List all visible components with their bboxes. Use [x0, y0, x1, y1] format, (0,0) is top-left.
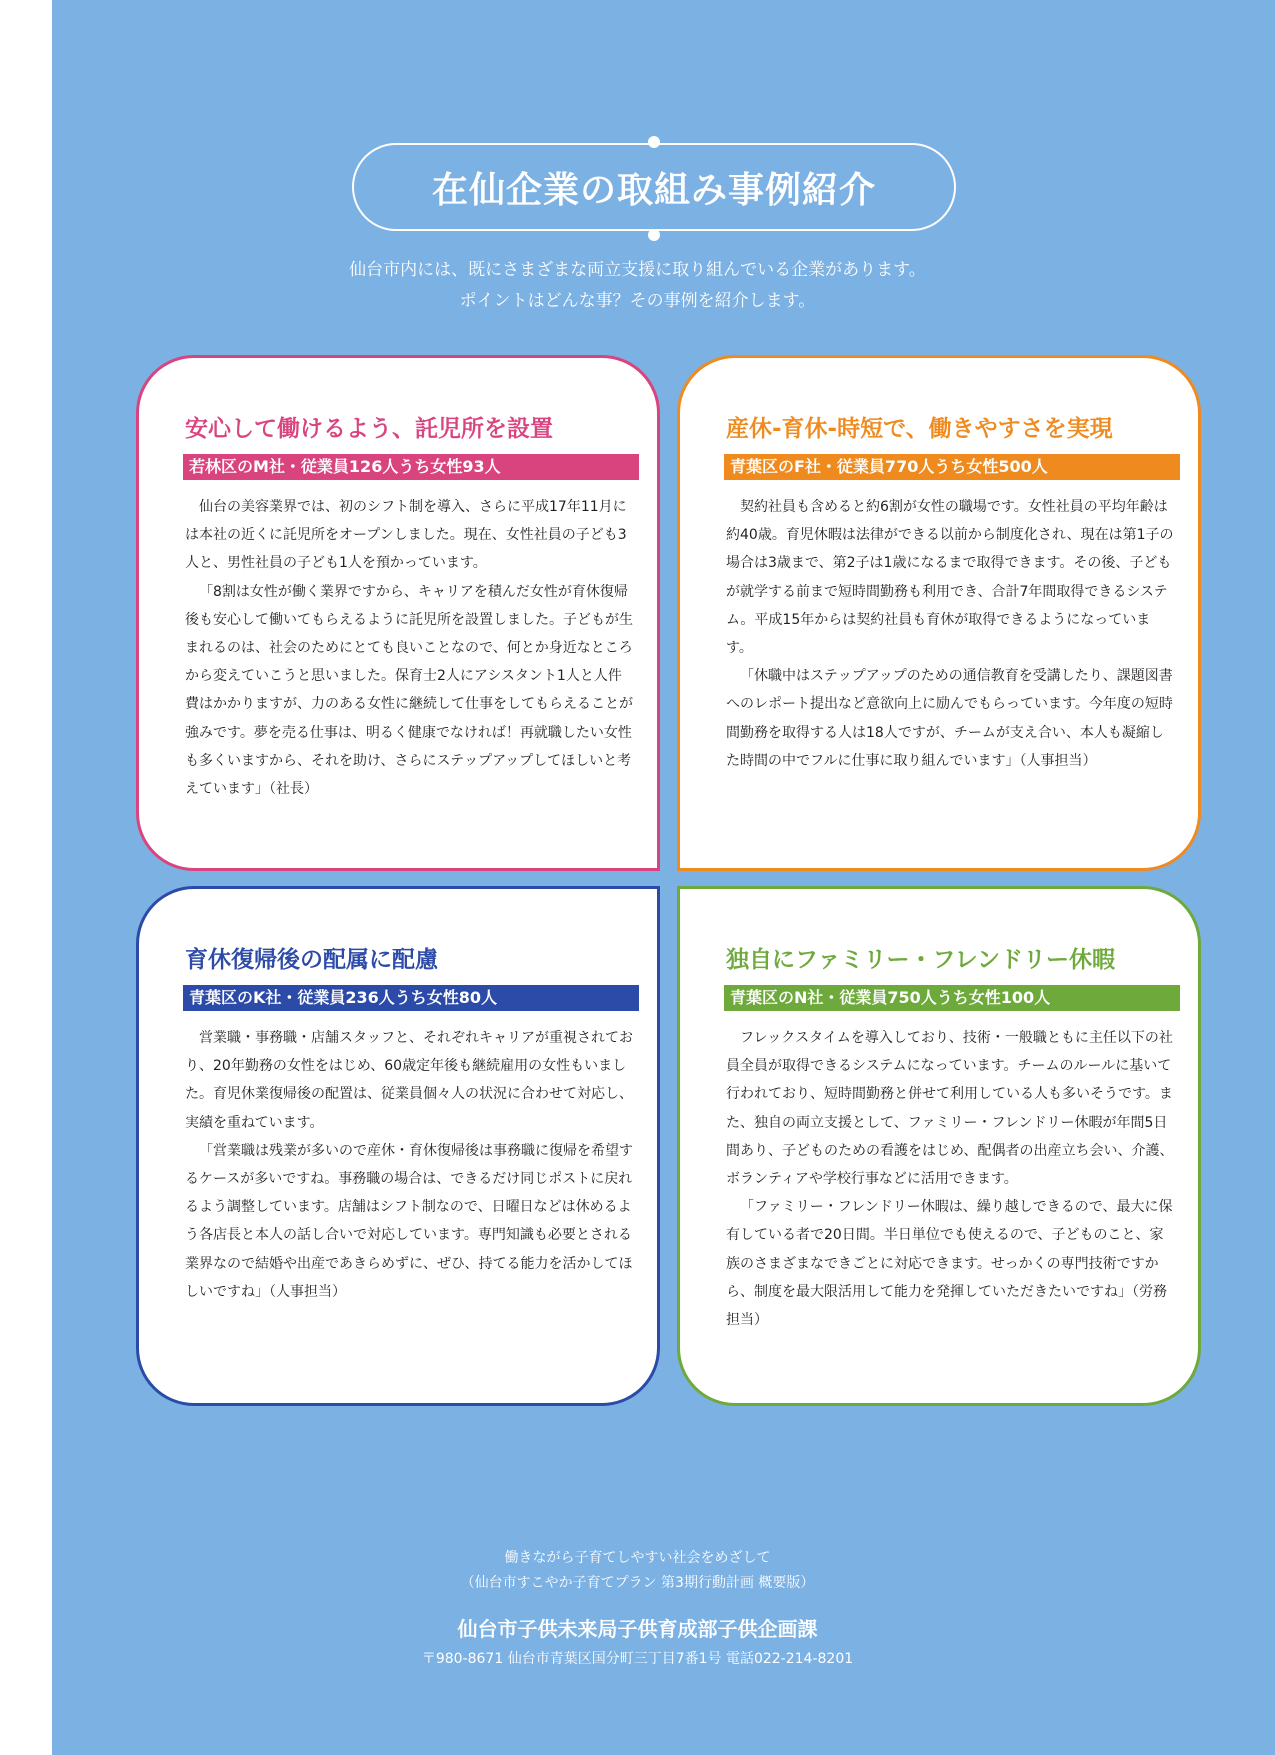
case-card-paragraph: 「8割は女性が働く業界ですから、キャリアを積んだ女性が育休復帰後も安心して働いてもらえるように託児所を設置しました。子どもが生まれるのは、社会のためにとても良いことなので、何とか身近なところから変えていこうと思いました。保育士2人にアシスタント1人と人件費はかかりますが、力のある女性に継続して仕事をしてもらえることが強みです。夢を売る仕事は、明るく健康でなければ！再就職したい女性も多くいますから、それを助け、さらにステップアップしてほしいと考えています」（社長） — [185, 583, 633, 798]
case-card-body — [726, 1024, 1176, 1334]
page-title-frame — [352, 143, 956, 231]
case-card-paragraph: 「営業職は残業が多いので産休・育休復帰後は事務職に復帰を希望するケースが多いですね。事務職の場合は、できるだけ同じポストに戻れるよう調整しています。店舗はシフト制なので、日曜日などは休めるよう各店長と本人の話し合いで対応しています。専門知識も必要とされる業界なので結婚や出産であきらめずに、ぜひ、持てる能力を活かしてほしいですね」（人事担当） — [185, 1142, 633, 1300]
case-card-body — [726, 493, 1176, 775]
case-card-paragraph: 「休職中はステップアップのための通信教育を受講したり、課題図書へのレポート提出など意欲向上に励んでもらっています。今年度の短時間勤務を取得する人は18人ですが、チームが支え合い、本人も凝縮した時間の中でフルに仕事に取り組んでいます」（人事担当） — [726, 668, 1173, 769]
footer-address: 〒980-8671 仙台市青葉区国分町三丁目7番1号 電話022-214-8201 — [421, 1651, 854, 1667]
case-card-paragraph: 仙台の美容業界では、初のシフト制を導入、さらに平成17年11月には本社の近くに託児所をオープンしました。現在、女性社員の子ども3人と、男性社員の子ども1人を預かっています。 — [185, 499, 627, 572]
case-card-childcare-leave — [677, 355, 1201, 871]
case-card-paragraph: 「ファミリー・フレンドリー休暇は、繰り越しできるので、最大に保有している者で20日間。半日単位でも使えるので、子どものこと、家族のさまざまなできごとに対応できます。せっかくの専門技術ですから、制度を最大限活用して能力を発揮していただきたいですね」（労務担当） — [726, 1199, 1173, 1329]
case-card-family-friendly-leave — [677, 886, 1201, 1406]
case-card-company: 青葉区のF社・従業員770人うち女性500人 — [724, 454, 1180, 480]
intro-text — [0, 255, 1275, 317]
case-card-nursery — [136, 355, 660, 871]
case-card-company: 青葉区のK社・従業員236人うち女性80人 — [183, 985, 639, 1011]
footer-slogan: 働きながら子育てしやすい社会をめざして — [504, 1550, 771, 1566]
page-title: 在仙企業の取組み事例紹介 — [431, 169, 876, 211]
case-card-body — [185, 1024, 635, 1306]
case-card-company: 青葉区のN社・従業員750人うち女性100人 — [724, 985, 1180, 1011]
case-card-title: 独自にファミリー・フレンドリー休暇 — [726, 947, 1116, 973]
case-card-paragraph: 契約社員も含めると約6割が女性の職場です。女性社員の平均年齢は約40歳。育児休暇は法律ができる以前から制度化され、現在は第1子の場合は3歳まで、第2子は1歳になるまで取得できます。その後、子どもが就学する前まで短時間勤務も利用でき、合計7年間取得できるシステム。平成15年からは契約社員も育休が取得できるようになっています。 — [726, 499, 1174, 657]
case-card-body — [185, 493, 635, 803]
case-card-title: 産休-育休-時短で、働きやすさを実現 — [726, 416, 1113, 442]
case-card-company: 若林区のM社・従業員126人うち女性93人 — [183, 454, 639, 480]
case-card-paragraph: フレックスタイムを導入しており、技術・一般職ともに主任以下の社員全員が取得できるシステムになっています。チームのルールに基いて行われており、短時間勤務と併せて利用している人も多いそうです。また、独自の両立支援として、ファミリー・フレンドリー休暇が年間5日間あり、子どものための看護をはじめ、配偶者の出産立ち会い、介護、ボランティアや学校行事などに活用できます。 — [726, 1030, 1174, 1188]
case-card-paragraph: 営業職・事務職・店舗スタッフと、それぞれキャリアが重視されており、20年勤務の女性をはじめ、60歳定年後も継続雇用の女性もいました。育児休業復帰後の配置は、従業員個々人の状況に合わせて対応し、実績を重ねています。 — [185, 1030, 633, 1131]
intro-line-1: 仙台市内には、既にさまざまな両立支援に取り組んでいる企業があります。 — [349, 260, 926, 280]
case-card-reassignment — [136, 886, 660, 1406]
case-card-title: 育休復帰後の配属に配慮 — [185, 947, 438, 973]
case-card-title: 安心して働けるよう、託児所を設置 — [185, 416, 553, 442]
footer-plan-name: （仙台市すこやか子育てプラン 第3期行動計画 概要版） — [460, 1575, 815, 1591]
intro-line-2: ポイントはどんな事？その事例を紹介します。 — [459, 291, 816, 311]
footer-organization: 仙台市子供未来局子供育成部子供企画課 — [457, 1617, 818, 1641]
